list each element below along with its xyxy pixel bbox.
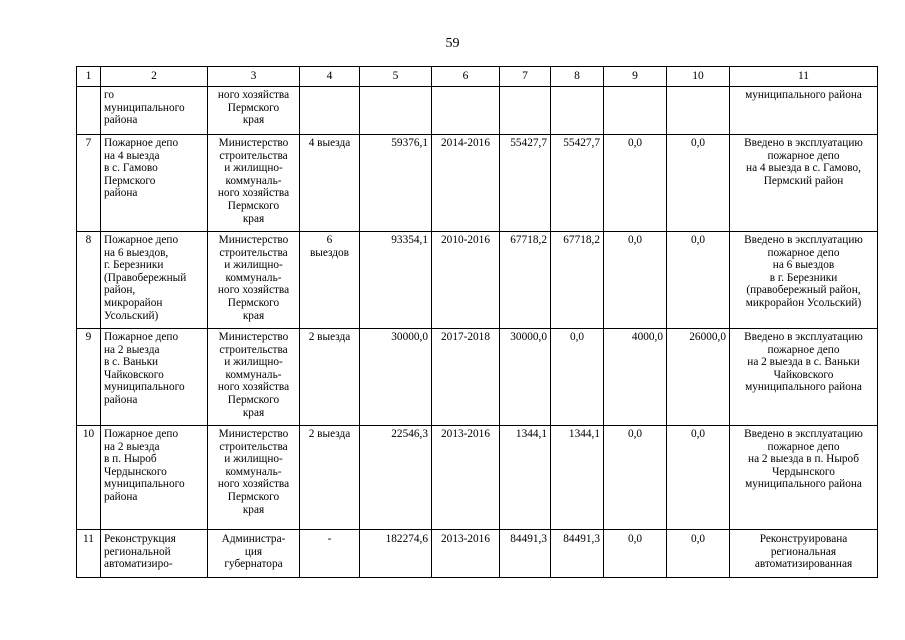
column-number: 1 [77, 67, 101, 87]
value-col9 [604, 87, 667, 135]
object-name: Пожарное депо на 2 выезда в п. Ныроб Чердынского муниципального района [101, 426, 208, 530]
expected-result: Введено в эксплуатацию пожарное депо на 6 выездов в г. Березники (правобережный район, микрорайон Усольский) [730, 232, 878, 329]
value-col10: 0,0 [667, 135, 730, 232]
period [432, 87, 500, 135]
table-row [77, 329, 878, 426]
value-col9: 0,0 [604, 232, 667, 329]
table-row [77, 87, 878, 135]
object-name: Пожарное депо на 6 выездов, г. Березники (Правобережный район, микрорайон Усольский) [101, 232, 208, 329]
customer-org: Министерство строительства и жилищно- коммуналь- ного хозяйства Пермского края [208, 232, 300, 329]
total-cost: 30000,0 [360, 329, 432, 426]
column-number: 2 [101, 67, 208, 87]
period: 2014-2016 [432, 135, 500, 232]
value-col7: 67718,2 [500, 232, 551, 329]
capacity: 6 выездов [300, 232, 360, 329]
value-col10: 0,0 [667, 530, 730, 578]
object-name: Пожарное депо на 4 выезда в с. Гамово Пермского района [101, 135, 208, 232]
expected-result: Реконструирована региональная автоматизированная [730, 530, 878, 578]
total-cost: 182274,6 [360, 530, 432, 578]
column-number: 9 [604, 67, 667, 87]
period: 2017-2018 [432, 329, 500, 426]
value-col7 [500, 87, 551, 135]
program-table [76, 66, 878, 578]
row-number: 7 [77, 135, 101, 232]
row-number: 11 [77, 530, 101, 578]
value-col9: 0,0 [604, 426, 667, 530]
total-cost: 93354,1 [360, 232, 432, 329]
value-col10 [667, 87, 730, 135]
value-col7: 30000,0 [500, 329, 551, 426]
value-col7: 1344,1 [500, 426, 551, 530]
value-col10: 26000,0 [667, 329, 730, 426]
total-cost [360, 87, 432, 135]
customer-org: Министерство строительства и жилищно- коммуналь- ного хозяйства Пермского края [208, 329, 300, 426]
object-name: Реконструкция региональной автоматизиро- [101, 530, 208, 578]
period: 2010-2016 [432, 232, 500, 329]
value-col8: 55427,7 [551, 135, 604, 232]
value-col9: 0,0 [604, 135, 667, 232]
column-number: 11 [730, 67, 878, 87]
column-number: 5 [360, 67, 432, 87]
column-number: 8 [551, 67, 604, 87]
expected-result: Введено в эксплуатацию пожарное депо на 4 выезда в с. Гамово, Пермский район [730, 135, 878, 232]
capacity: 2 выезда [300, 329, 360, 426]
value-col8: 0,0 [551, 329, 604, 426]
column-number: 7 [500, 67, 551, 87]
capacity: - [300, 530, 360, 578]
row-number: 8 [77, 232, 101, 329]
value-col10: 0,0 [667, 232, 730, 329]
expected-result: Введено в эксплуатацию пожарное депо на 2 выезда в с. Ваньки Чайковского муниципального района [730, 329, 878, 426]
row-number: 10 [77, 426, 101, 530]
object-name: Пожарное депо на 2 выезда в с. Ваньки Чайковского муниципального района [101, 329, 208, 426]
value-col8: 1344,1 [551, 426, 604, 530]
value-col10: 0,0 [667, 426, 730, 530]
customer-org: Министерство строительства и жилищно- коммуналь- ного хозяйства Пермского края [208, 135, 300, 232]
capacity: 4 выезда [300, 135, 360, 232]
row-number [77, 87, 101, 135]
value-col8 [551, 87, 604, 135]
column-number: 3 [208, 67, 300, 87]
column-number: 10 [667, 67, 730, 87]
value-col8: 67718,2 [551, 232, 604, 329]
period: 2013-2016 [432, 530, 500, 578]
period: 2013-2016 [432, 426, 500, 530]
value-col9: 0,0 [604, 530, 667, 578]
column-number: 4 [300, 67, 360, 87]
capacity [300, 87, 360, 135]
value-col7: 84491,3 [500, 530, 551, 578]
capacity: 2 выезда [300, 426, 360, 530]
column-number: 6 [432, 67, 500, 87]
expected-result: муниципального района [730, 87, 878, 135]
value-col9: 4000,0 [604, 329, 667, 426]
value-col7: 55427,7 [500, 135, 551, 232]
row-number: 9 [77, 329, 101, 426]
column-number-row [77, 67, 878, 87]
table-row [77, 232, 878, 329]
total-cost: 59376,1 [360, 135, 432, 232]
expected-result: Введено в эксплуатацию пожарное депо на 2 выезда в п. Ныроб Чердынского муниципального района [730, 426, 878, 530]
customer-org: Министерство строительства и жилищно- коммуналь- ного хозяйства Пермского края [208, 426, 300, 530]
object-name: го муниципального района [101, 87, 208, 135]
customer-org: Администра- ция губернатора [208, 530, 300, 578]
customer-org: ного хозяйства Пермского края [208, 87, 300, 135]
page-number: 59 [445, 36, 460, 51]
value-col8: 84491,3 [551, 530, 604, 578]
table-row [77, 135, 878, 232]
table-row [77, 426, 878, 530]
table-row [77, 530, 878, 578]
total-cost: 22546,3 [360, 426, 432, 530]
